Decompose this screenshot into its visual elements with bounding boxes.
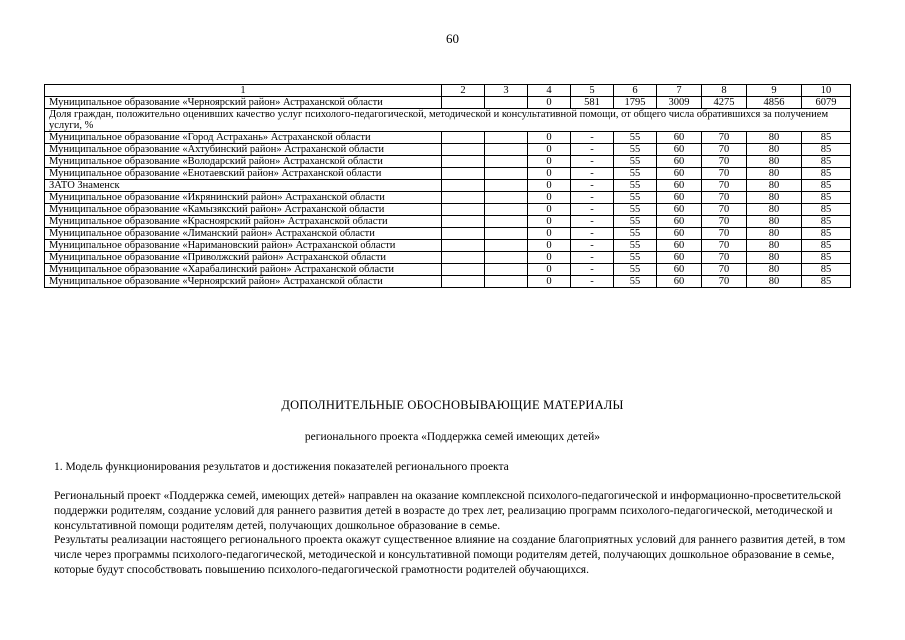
- table-cell: 55: [614, 156, 657, 168]
- table-cell: [485, 192, 528, 204]
- table-cell: 0: [528, 180, 571, 192]
- table-cell: 581: [571, 97, 614, 109]
- table-cell: [442, 204, 485, 216]
- table-cell: [485, 252, 528, 264]
- table-cell: 70: [702, 204, 747, 216]
- table-cell: -: [571, 276, 614, 288]
- table-cell: 80: [747, 144, 802, 156]
- row-name: Муниципальное образование «Лиманский район» Астраханской области: [45, 228, 442, 240]
- table-cell: 1795: [614, 97, 657, 109]
- header-cell: 6: [614, 85, 657, 97]
- table-row: [45, 180, 851, 192]
- row-name: Муниципальное образование «Приволжский район» Астраханской области: [45, 252, 442, 264]
- table-cell: 80: [747, 264, 802, 276]
- table-cell: -: [571, 132, 614, 144]
- table-cell: 80: [747, 252, 802, 264]
- table-cell: 0: [528, 144, 571, 156]
- table-cell: [442, 216, 485, 228]
- table-cell: 85: [802, 252, 851, 264]
- table-row: [45, 168, 851, 180]
- table-row: [45, 132, 851, 144]
- table-cell: [485, 204, 528, 216]
- row-name: Муниципальное образование «Енотаевский район» Астраханской области: [45, 168, 442, 180]
- table-cell: 85: [802, 228, 851, 240]
- table-cell: -: [571, 144, 614, 156]
- table-cell: 80: [747, 132, 802, 144]
- row-name: Муниципальное образование «Камызякский район» Астраханской области: [45, 204, 442, 216]
- table-cell: 55: [614, 228, 657, 240]
- table-cell: -: [571, 252, 614, 264]
- table-cell: 85: [802, 216, 851, 228]
- table-cell: 70: [702, 132, 747, 144]
- table-cell: 70: [702, 180, 747, 192]
- table-cell: 55: [614, 216, 657, 228]
- materials-heading: ДОПОЛНИТЕЛЬНЫЕ ОБОСНОВЫВАЮЩИЕ МАТЕРИАЛЫ: [281, 398, 624, 412]
- table-cell: 60: [657, 252, 702, 264]
- table-cell: 0: [528, 132, 571, 144]
- header-cell: 1: [45, 85, 442, 97]
- table-cell: [485, 240, 528, 252]
- table-cell: 0: [528, 252, 571, 264]
- header-cell: 5: [571, 85, 614, 97]
- table-cell: -: [571, 216, 614, 228]
- row-name: Муниципальное образование «Икрянинский район» Астраханской области: [45, 192, 442, 204]
- table-cell: 70: [702, 228, 747, 240]
- table-cell: 0: [528, 156, 571, 168]
- section-caption: Доля граждан, положительно оценивших качество услуг психолого-педагогической, методической и консультативной помощи, от общего числа обратившихся за получением услуги, %: [45, 109, 851, 132]
- table-cell: 70: [702, 144, 747, 156]
- table-cell: 70: [702, 156, 747, 168]
- indicators-table: [44, 84, 851, 288]
- table-cell: 60: [657, 264, 702, 276]
- table-cell: 70: [702, 252, 747, 264]
- table-cell: 0: [528, 276, 571, 288]
- table-header-row: [45, 85, 851, 97]
- table-cell: 60: [657, 192, 702, 204]
- table-cell: 80: [747, 228, 802, 240]
- table-cell: 55: [614, 144, 657, 156]
- row-name: Муниципальное образование «Красноярский район» Астраханской области: [45, 216, 442, 228]
- header-cell: 3: [485, 85, 528, 97]
- table-cell: 60: [657, 240, 702, 252]
- table-cell: 70: [702, 276, 747, 288]
- row-name: Муниципальное образование «Харабалинский район» Астраханской области: [45, 264, 442, 276]
- row-name: Муниципальное образование «Черноярский район» Астраханской области: [45, 97, 442, 109]
- table-cell: [485, 216, 528, 228]
- table-cell: 55: [614, 132, 657, 144]
- table-cell: [442, 252, 485, 264]
- row-name: Муниципальное образование «Наримановский район» Астраханской области: [45, 240, 442, 252]
- table-cell: 60: [657, 180, 702, 192]
- table-cell: 55: [614, 252, 657, 264]
- table-cell: 0: [528, 192, 571, 204]
- table-cell: 70: [702, 192, 747, 204]
- table-cell: 55: [614, 180, 657, 192]
- section-title: 1. Модель функционирования результатов и достижения показателей регионального проекта: [54, 461, 509, 473]
- table-cell: 80: [747, 156, 802, 168]
- table-row: [45, 192, 851, 204]
- table-row: [45, 216, 851, 228]
- table-cell: 60: [657, 132, 702, 144]
- table-cell: 85: [802, 264, 851, 276]
- table-cell: 60: [657, 168, 702, 180]
- table-cell: 4856: [747, 97, 802, 109]
- table-row: [45, 156, 851, 168]
- table-cell: 85: [802, 144, 851, 156]
- table-cell: 0: [528, 264, 571, 276]
- section-caption-row: [45, 109, 851, 132]
- table-body: [45, 85, 851, 288]
- table-row: [45, 228, 851, 240]
- table-cell: 70: [702, 240, 747, 252]
- table-cell: -: [571, 156, 614, 168]
- row-name: Муниципальное образование «Володарский район» Астраханской области: [45, 156, 442, 168]
- row-name: Муниципальное образование «Город Астрахань» Астраханской области: [45, 132, 442, 144]
- table-cell: 0: [528, 97, 571, 109]
- table-cell: 85: [802, 276, 851, 288]
- table-cell: 70: [702, 168, 747, 180]
- table-cell: 80: [747, 180, 802, 192]
- table-cell: 70: [702, 264, 747, 276]
- table-cell: [485, 132, 528, 144]
- table-row: [45, 240, 851, 252]
- table-cell: -: [571, 192, 614, 204]
- table-cell: [442, 276, 485, 288]
- table-cell: [485, 168, 528, 180]
- table-cell: [442, 168, 485, 180]
- table-cell: -: [571, 264, 614, 276]
- table-cell: [485, 180, 528, 192]
- table-cell: 6079: [802, 97, 851, 109]
- table-cell: 85: [802, 240, 851, 252]
- table-cell: 85: [802, 192, 851, 204]
- table-cell: [442, 156, 485, 168]
- table-cell: 0: [528, 204, 571, 216]
- header-cell: 9: [747, 85, 802, 97]
- table-cell: -: [571, 228, 614, 240]
- table-cell: [442, 180, 485, 192]
- header-cell: 10: [802, 85, 851, 97]
- table-cell: 60: [657, 216, 702, 228]
- table-cell: 55: [614, 204, 657, 216]
- table-cell: 85: [802, 168, 851, 180]
- table-cell: [485, 144, 528, 156]
- table-cell: 60: [657, 204, 702, 216]
- table-cell: 55: [614, 264, 657, 276]
- table-cell: 85: [802, 132, 851, 144]
- project-subheading: регионального проекта «Поддержка семей имеющих детей»: [304, 431, 601, 443]
- table-cell: 80: [747, 168, 802, 180]
- table-row: [45, 97, 851, 109]
- table-cell: -: [571, 204, 614, 216]
- row-name: ЗАТО Знаменск: [45, 180, 442, 192]
- table-cell: 55: [614, 240, 657, 252]
- table-cell: 80: [747, 192, 802, 204]
- table-cell: 0: [528, 168, 571, 180]
- table-cell: -: [571, 180, 614, 192]
- row-name: Муниципальное образование «Ахтубинский район» Астраханской области: [45, 144, 442, 156]
- table-cell: 80: [747, 204, 802, 216]
- table-cell: 4275: [702, 97, 747, 109]
- row-name: Муниципальное образование «Черноярский район» Астраханской области: [45, 276, 442, 288]
- table-cell: 0: [528, 240, 571, 252]
- table-cell: [485, 276, 528, 288]
- table-cell: 3009: [657, 97, 702, 109]
- table-cell: 70: [702, 216, 747, 228]
- table-cell: 0: [528, 216, 571, 228]
- table-cell: 60: [657, 228, 702, 240]
- table-cell: 85: [802, 204, 851, 216]
- table-row: [45, 264, 851, 276]
- table-cell: [442, 144, 485, 156]
- table-cell: [442, 264, 485, 276]
- table-cell: 60: [657, 156, 702, 168]
- table-cell: -: [571, 168, 614, 180]
- table-cell: 55: [614, 192, 657, 204]
- header-cell: 7: [657, 85, 702, 97]
- table-cell: 85: [802, 180, 851, 192]
- page-number: 60: [446, 31, 459, 46]
- table-cell: [485, 228, 528, 240]
- table-row: [45, 276, 851, 288]
- paragraph-2: Результаты реализации настоящего регионального проекта окажут существенное влияние на создание благоприятных условий для раннего развития детей, в том числе через программы психолого-педагогической, методической и консультативной помощи родителям детей, получающих дошкольное образование в семье, которые будут способствовать повышению психолого-педагогической грамотности родителей обучающихся.: [54, 534, 846, 576]
- table-cell: [442, 240, 485, 252]
- table-row: [45, 144, 851, 156]
- paragraph-1: Региональный проект «Поддержка семей, имеющих детей» направлен на оказание комплексной психолого-педагогической и информационно-просветительской поддержки родителям, создание условий для раннего развития детей в возрасте до трех лет, реализацию программ психолого-педагогической, методической и консультативной помощи родителям детей, получающих дошкольное образование в семье.: [54, 490, 842, 532]
- table-cell: 60: [657, 144, 702, 156]
- header-cell: 4: [528, 85, 571, 97]
- table-cell: [485, 264, 528, 276]
- table-cell: 60: [657, 276, 702, 288]
- table-cell: 0: [528, 228, 571, 240]
- table-cell: 85: [802, 156, 851, 168]
- header-cell: 8: [702, 85, 747, 97]
- header-cell: 2: [442, 85, 485, 97]
- table-cell: [485, 156, 528, 168]
- table-cell: 80: [747, 240, 802, 252]
- table-cell: 55: [614, 276, 657, 288]
- table-cell: [442, 97, 485, 109]
- table-cell: [485, 97, 528, 109]
- table-cell: [442, 228, 485, 240]
- table-row: [45, 204, 851, 216]
- table-cell: 55: [614, 168, 657, 180]
- table-cell: 80: [747, 216, 802, 228]
- table-cell: [442, 132, 485, 144]
- table-cell: 80: [747, 276, 802, 288]
- table-cell: [442, 192, 485, 204]
- table-row: [45, 252, 851, 264]
- table-cell: -: [571, 240, 614, 252]
